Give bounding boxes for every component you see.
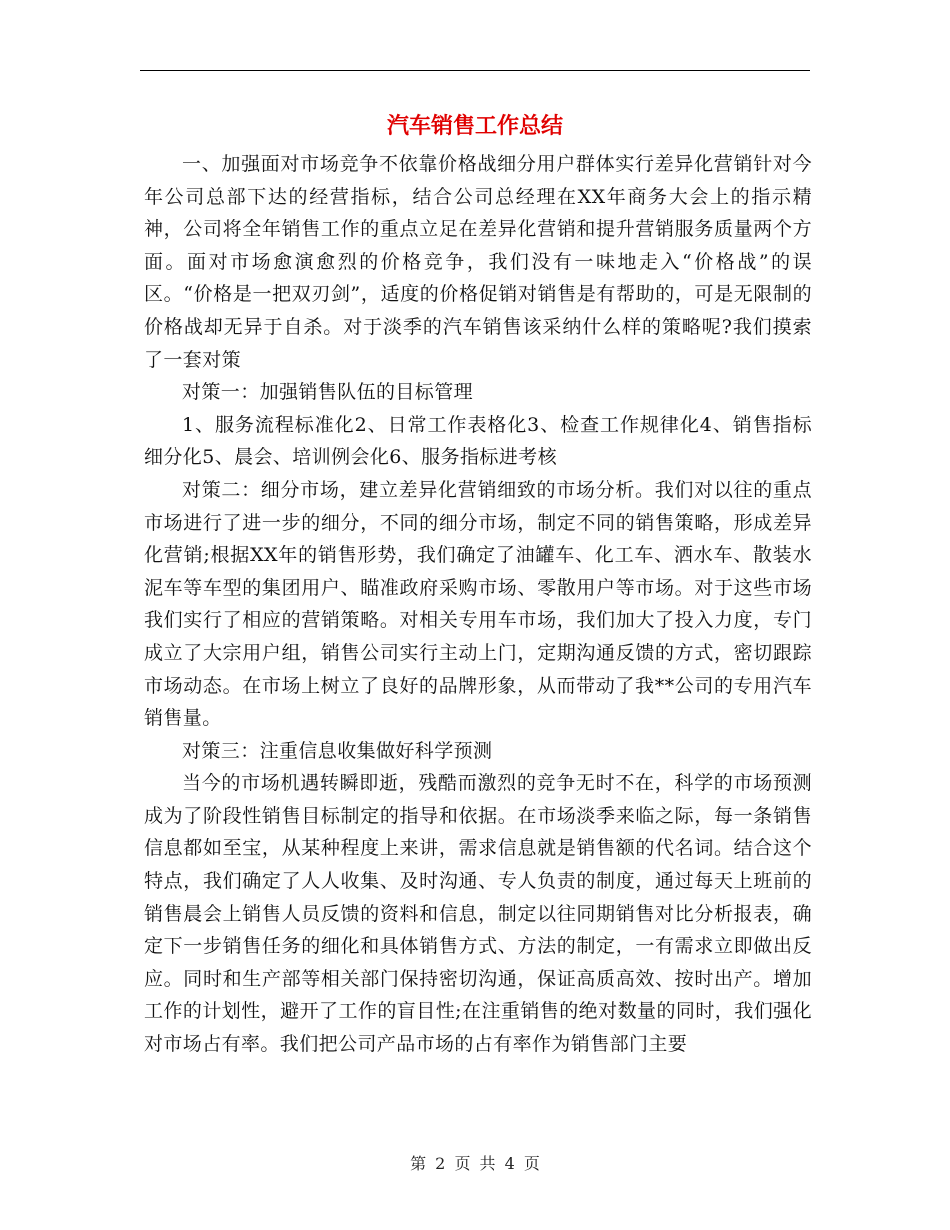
paragraph-strategy-three-body: 当今的市场机遇转瞬即逝，残酷而激烈的竞争无时不在，科学的市场预测成为了阶段性销售目标制定的指导和依据。在市场淡季来临之际，每一条销售信息都如至宝，从某种程度上来讲，需求信息就是销售额的代名词。结合这个特点，我们确定了人人收集、及时沟通、专人负责的制度，通过每天上班前的销售晨会上销售人员反馈的资料和信息，制定以往同期销售对比分析报表，确定下一步销售任务的细化和具体销售方式、方法的制定，一有需求立即做出反应。同时和生产部等相关部门保持密切沟通，保证高质高效、按时出产。增加工作的计划性，避开了工作的盲目性;在注重销售的绝对数量的同时，我们强化对市场占有率。我们把公司产品市场的占有率作为销售部门主要 [144, 772, 812, 1056]
header-rule [140, 70, 810, 71]
paragraph-strategy-three-heading: 对策三：注重信息收集做好科学预测 [182, 739, 493, 762]
paragraph-intro: 一、加强面对市场竞争不依靠价格战细分用户群体实行差异化营销针对今年公司总部下达的经营指标，结合公司总经理在XX年商务大会上的指示精神，公司将全年销售工作的重点立足在差异化营销和提升营销服务质量两个方面。面对市场愈演愈烈的价格竞争，我们没有一味地走入“价格战”的误区。“价格是一把双刃剑”，适度的价格促销对销售是有帮助的，可是无限制的价格战却无异于自杀。对于淡季的汽车销售该采纳什么样的策略呢?我们摸索了一套对策 [144, 153, 812, 371]
document-body [144, 148, 812, 1061]
paragraph-strategy-one-items: 1、服务流程标准化2、日常工作表格化3、检查工作规律化4、销售指标细分化5、晨会、培训例会化6、服务指标进考核 [144, 413, 812, 469]
paragraph-strategy-two: 对策二：细分市场，建立差异化营销细致的市场分析。我们对以往的重点市场进行了进一步的细分，不同的细分市场，制定不同的销售策略，形成差异化营销;根据XX年的销售形势，我们确定了油罐车、化工车、洒水车、散装水泥车等车型的集团用户、瞄准政府采购市场、零散用户等市场。对于这些市场我们实行了相应的营销策略。对相关专用车市场，我们加大了投入力度，专门成立了大宗用户组，销售公司实行主动上门，定期沟通反馈的方式，密切跟踪市场动态。在市场上树立了良好的品牌形象，从而带动了我**公司的专用汽车销售量。 [144, 478, 812, 730]
document-title: 汽车销售工作总结 [386, 113, 563, 139]
page-number-footer: 第 2 页 共 4 页 [410, 1154, 540, 1173]
paragraph-strategy-one-heading: 对策一：加强销售队伍的目标管理 [182, 381, 474, 404]
